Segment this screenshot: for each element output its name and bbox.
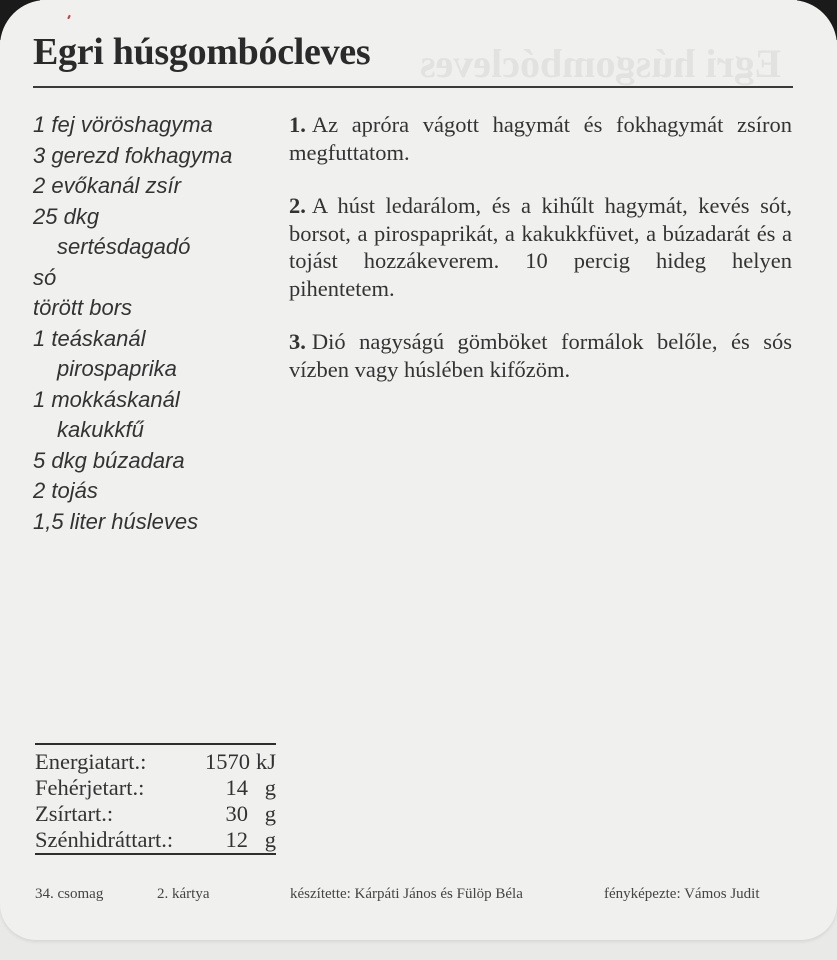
ingredient-text-continued: pirospaprika: [57, 356, 177, 381]
ingredient-item: [33, 507, 283, 538]
credits-photographer: fényképezte: Vámos Judit: [604, 886, 760, 902]
ingredient-text: só: [33, 264, 57, 290]
step-1: [289, 111, 792, 166]
ingredient-text-continued: kakukkfű: [57, 417, 144, 442]
step-text: Dió nagyságú gömböket formálok belőle, és sós vízben vagy húslében kifőzöm.: [289, 329, 792, 382]
ingredient-item: [33, 202, 283, 263]
nutrition-row-fat: [35, 801, 276, 827]
show-through-title: Egri húsgombócleves: [420, 41, 782, 86]
step-text: Az apróra vágott hagymát és fokhagymát zsíron megfuttatom.: [289, 112, 792, 165]
ingredient-item: [33, 110, 283, 141]
nutrition-unit: kJ: [255, 749, 276, 774]
nutrition-label: Szénhidráttart.:: [35, 827, 174, 852]
ingredient-text: 1 fej vöröshagyma: [33, 112, 213, 137]
ingredient-item: [33, 171, 283, 202]
nutrition-label: Energiatart.:: [35, 749, 147, 774]
ingredient-text: 5 dkg búzadara: [33, 447, 185, 473]
nutrition-value: 30: [225, 801, 248, 826]
ingredient-text: törött bors: [33, 295, 133, 320]
ingredient-text: 2 evőkanál zsír: [33, 173, 181, 198]
nutrition-value: 1570: [204, 749, 250, 774]
step-text: A húst ledarálom, és a kihűlt hagymát, kevés sót, borsot, a pirospaprikát, a kakukkfüvet, a búzadarát és a tojást hozzákeverem. 10 percig hideg helyen pihentetem.: [289, 193, 792, 301]
instruction-steps: [289, 111, 792, 409]
title-divider: [33, 86, 793, 88]
ingredient-item: [33, 263, 283, 294]
ingredient-list: [33, 110, 283, 537]
ingredient-text-continued: sertésdagadó: [57, 234, 191, 259]
card-number: 2. kártya: [157, 886, 210, 902]
recipe-title: Egri húsgombócleves: [33, 31, 371, 73]
step-2: [289, 192, 792, 302]
nutrition-unit: g: [264, 827, 276, 852]
ingredient-item: [33, 476, 283, 507]
nutrition-row-protein: [35, 775, 276, 801]
credits-author: készítette: Kárpáti János és Fülöp Béla: [290, 886, 523, 902]
nutrition-row-carbs: [35, 827, 276, 853]
ingredient-text: 3 gerezd fokhagyma: [33, 142, 233, 168]
ingredient-item: [33, 324, 283, 385]
ink-speck: [67, 15, 71, 19]
ingredient-text: 1,5 liter húsleves: [33, 508, 199, 534]
nutrition-unit: g: [264, 775, 276, 800]
ingredient-text: 25 dkg: [33, 203, 100, 229]
ingredient-text: 2 tojás: [33, 478, 98, 503]
step-number: 3.: [289, 329, 306, 354]
ingredient-item: [33, 141, 283, 172]
step-number: 1.: [289, 112, 306, 137]
ingredient-text: 1 mokkáskanál: [33, 386, 180, 412]
ingredient-item: [33, 385, 283, 446]
pack-number: 34. csomag: [35, 886, 104, 902]
step-3: [289, 328, 792, 383]
nutrition-unit: g: [264, 801, 276, 826]
nutrition-value: 12: [225, 827, 248, 852]
nutrition-table: [35, 743, 276, 855]
ingredient-item: [33, 446, 283, 477]
step-number: 2.: [289, 193, 306, 218]
ingredient-item: [33, 293, 283, 324]
nutrition-label: Fehérjetart.:: [35, 775, 145, 800]
nutrition-value: 14: [225, 775, 248, 800]
nutrition-row-energy: [35, 749, 276, 775]
ingredient-text: 1 teáskanál: [33, 325, 146, 351]
nutrition-label: Zsírtart.:: [35, 801, 114, 826]
